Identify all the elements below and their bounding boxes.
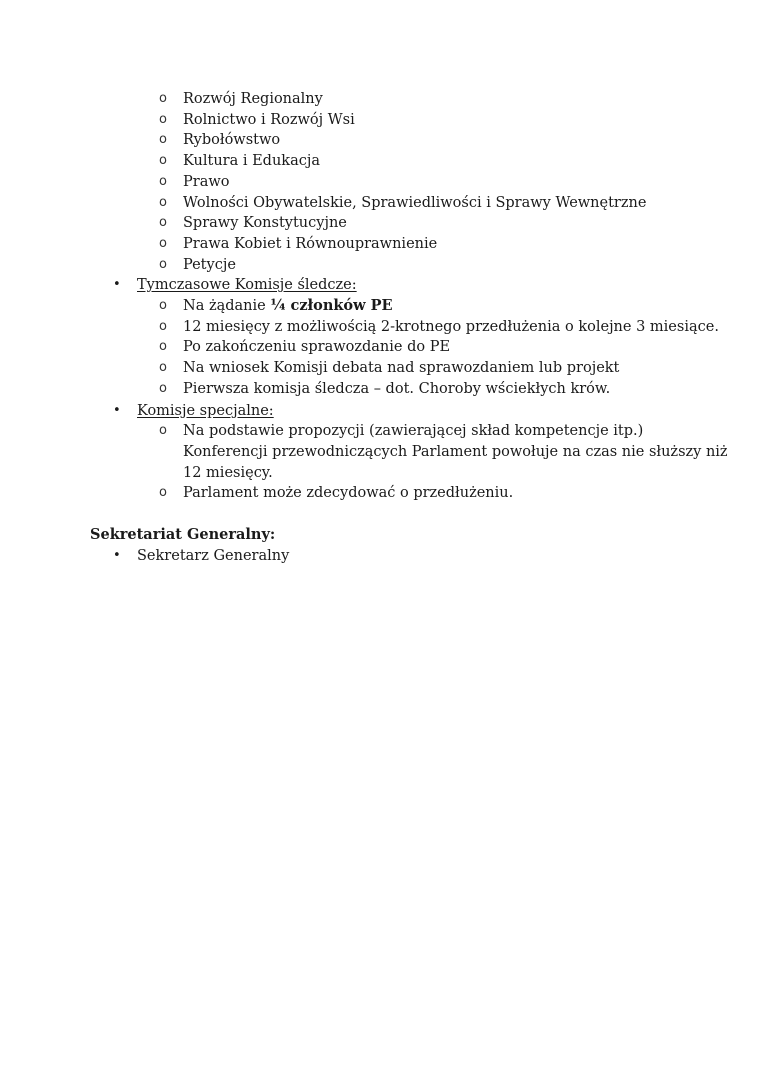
section-title: Komisje specjalne:	[137, 402, 274, 419]
list-item-text: 12 miesięcy z możliwością 2-krotnego przedłużenia o kolejne 3 miesiące.	[183, 318, 719, 335]
sub-bullet-icon: o	[159, 153, 167, 169]
list-item-text: Sekretarz Generalny	[137, 548, 290, 564]
sub-bullet-icon: o	[159, 339, 167, 355]
list-item-text	[183, 296, 393, 317]
list-item-text: Pierwsza komisja śledcza – dot. Choroby wściekłych krów.	[183, 380, 611, 397]
bullet-icon: •	[113, 402, 121, 418]
list-item-text: Konferencji przewodniczących Parlament powołuje na czas nie służszy niż	[183, 443, 728, 460]
list-item-text: Rozwój Regionalny	[183, 91, 323, 107]
list-item-text: Prawa Kobiet i Równouprawnienie	[183, 235, 438, 252]
sub-bullet-icon: o	[159, 235, 167, 251]
list-item-text: Petycje	[183, 256, 236, 273]
sub-bullet-icon: o	[159, 91, 167, 106]
list-item-text: Rybołówstwo	[183, 132, 281, 149]
sub-bullet-icon: o	[159, 298, 167, 313]
list-item-text: Rolnictwo i Rozwój Wsi	[183, 111, 355, 128]
sub-bullet-icon: o	[159, 111, 167, 127]
bullet-icon: •	[113, 277, 121, 293]
sub-bullet-icon: o	[159, 256, 167, 272]
sub-bullet-icon: o	[159, 423, 167, 439]
bullet-icon: •	[113, 548, 121, 563]
section-title: Tymczasowe Komisje śledcze:	[137, 277, 357, 294]
sub-bullet-icon: o	[159, 132, 167, 148]
list-item-text: Wolności Obywatelskie, Sprawiedliwości i Sprawy Wewnętrzne	[183, 194, 647, 211]
list-item-text: Prawo	[183, 173, 230, 190]
section-heading: Sekretariat Generalny:	[90, 526, 276, 543]
list-item-text: Kultura i Edukacja	[183, 153, 320, 170]
sub-bullet-icon: o	[159, 194, 167, 210]
list-item-text: Po zakończeniu sprawozdanie do PE	[183, 339, 451, 356]
sub-bullet-icon: o	[159, 360, 167, 376]
list-item-text: Na podstawie propozycji (zawierającej skład kompetencje itp.)	[183, 423, 644, 440]
list-item-text: Parlament może zdecydować o przedłużeniu.	[183, 485, 514, 502]
sub-bullet-icon: o	[159, 380, 167, 396]
list-item-text-bold: ¼ członków PE	[270, 297, 393, 314]
sub-bullet-icon: o	[159, 318, 167, 334]
sub-bullet-icon: o	[159, 173, 167, 189]
list-item-text: Na wniosek Komisji debata nad sprawozdaniem lub projekt	[183, 360, 620, 377]
list-item-text-prefix: Na żądanie	[183, 298, 271, 314]
sub-bullet-icon: o	[159, 215, 167, 231]
sub-bullet-icon: o	[159, 485, 167, 501]
list-item-text: Sprawy Konstytucyjne	[183, 215, 347, 232]
list-item-text: 12 miesięcy.	[183, 464, 273, 481]
